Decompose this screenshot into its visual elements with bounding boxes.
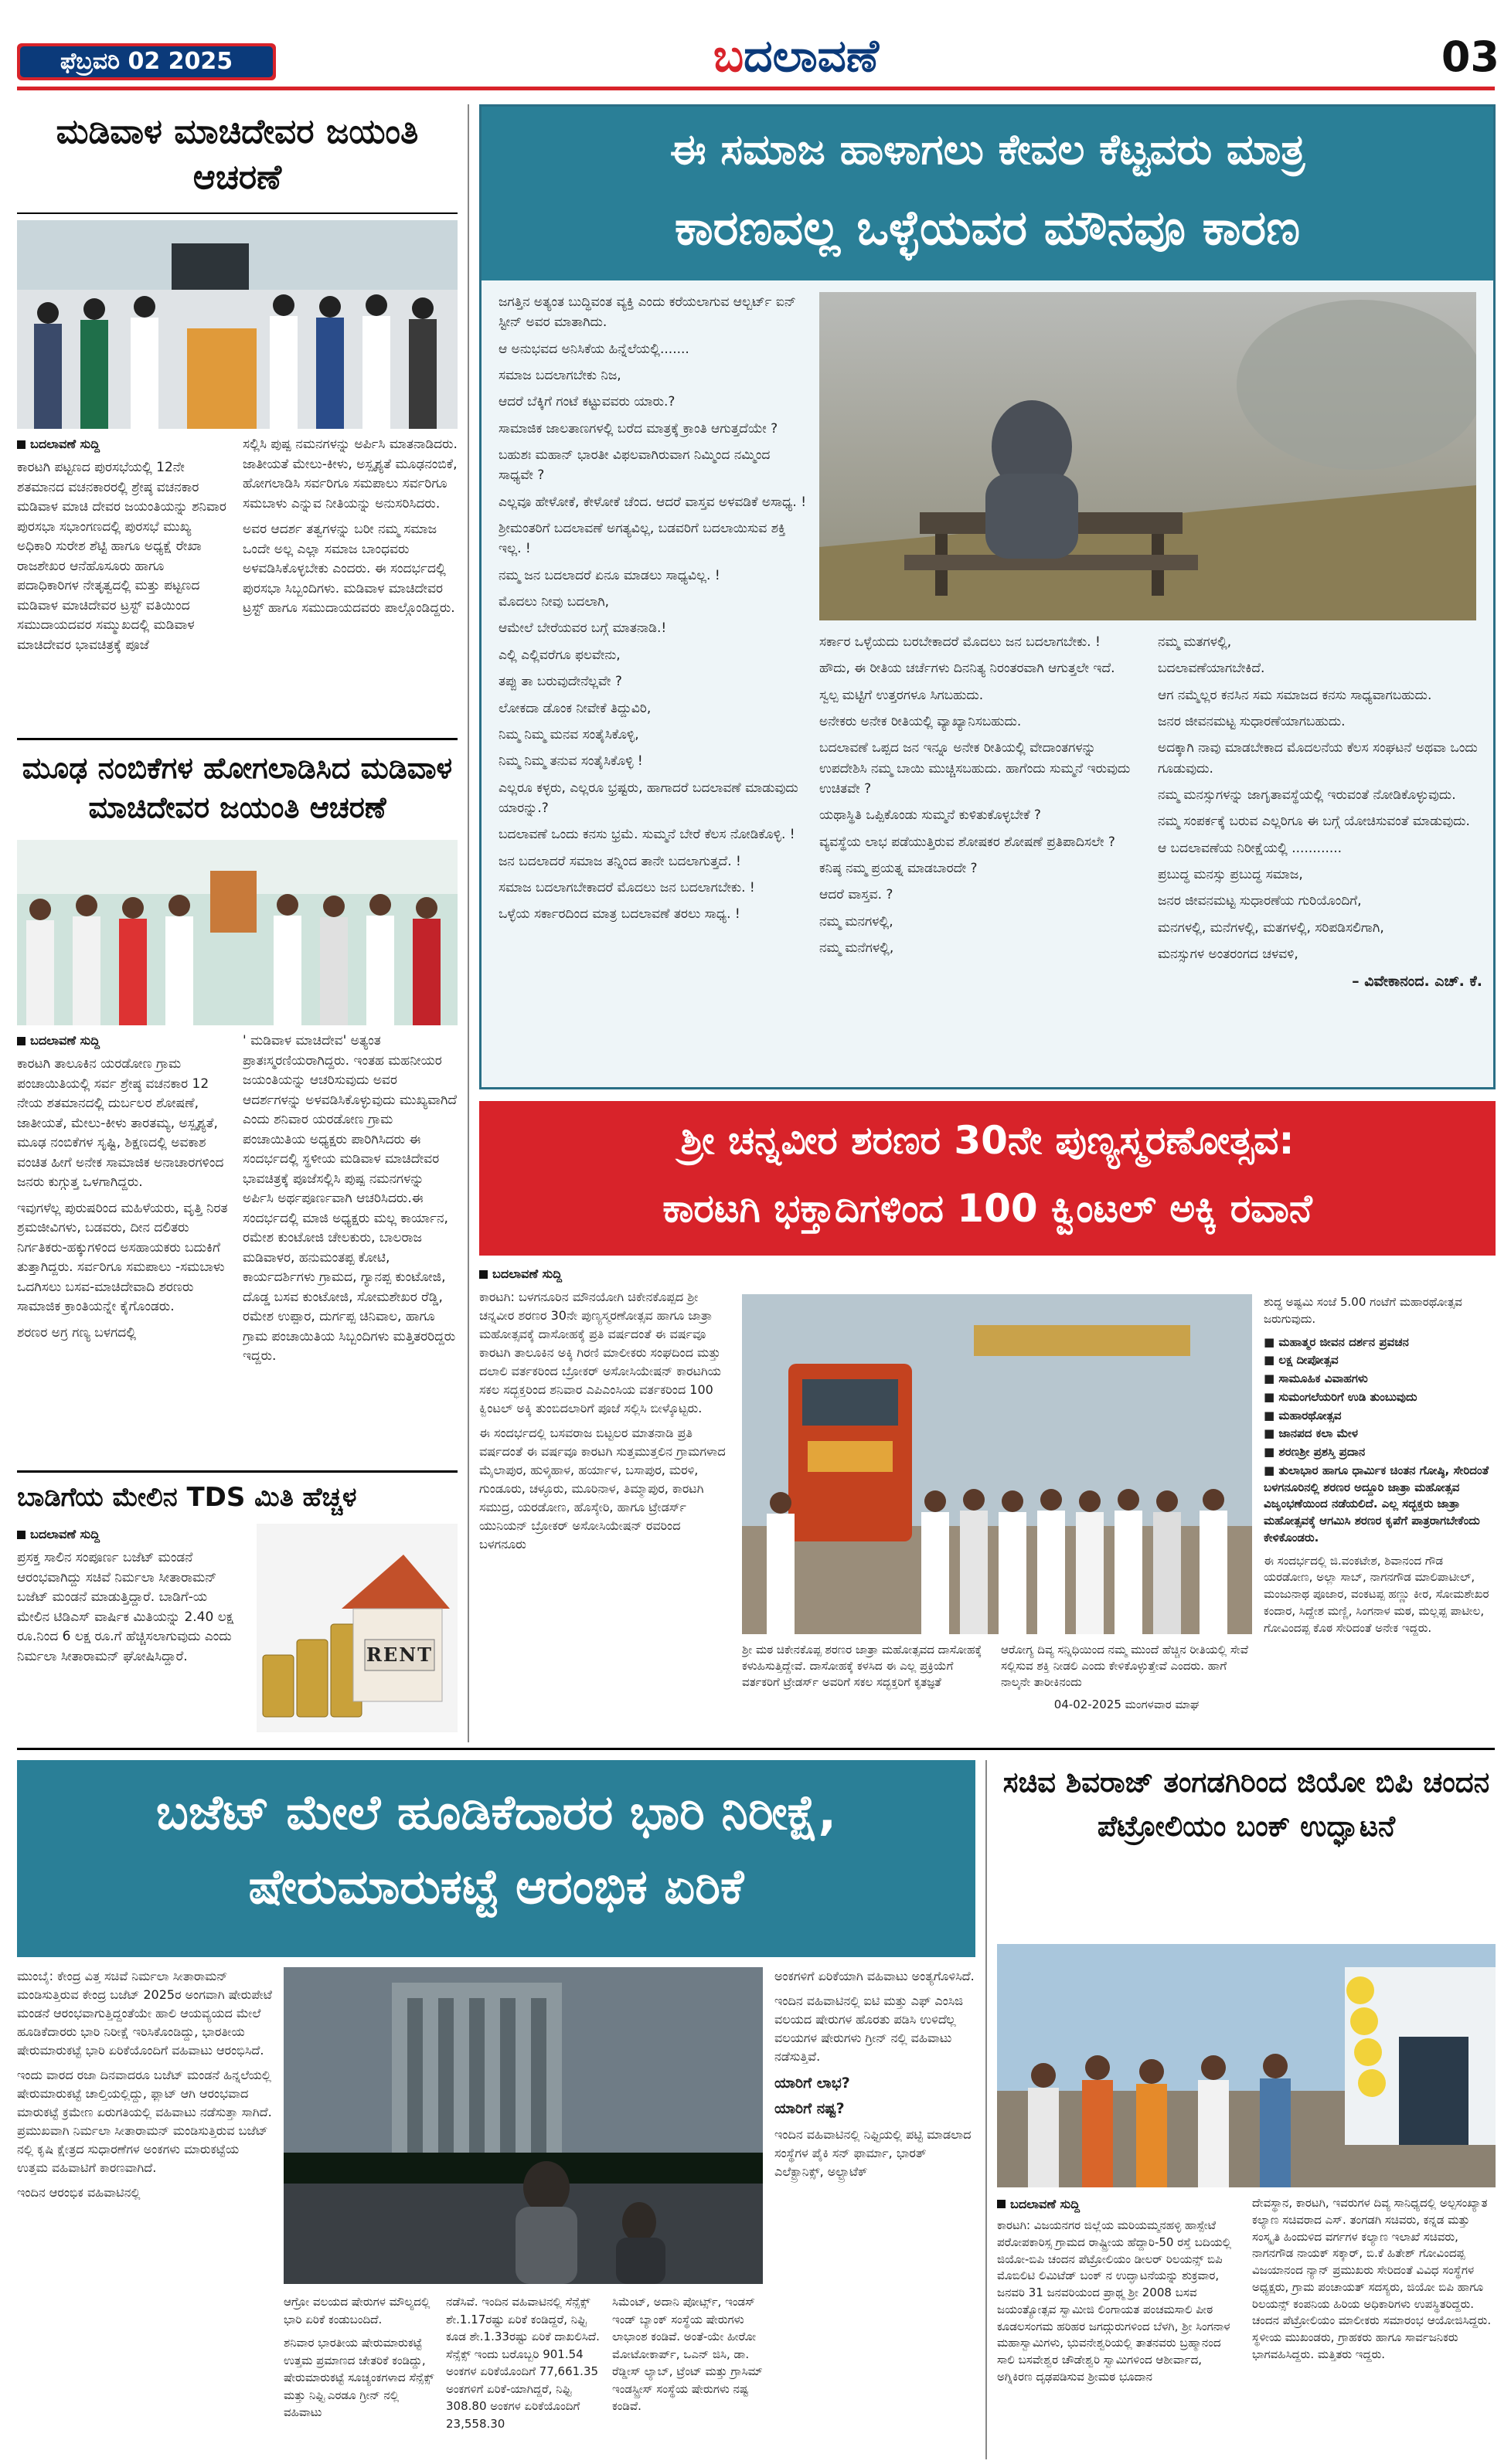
market-col-3 bbox=[774, 1967, 975, 2292]
editorial-line: ನಮ್ಮ ಮತಗಳಲ್ಲಿ, bbox=[1158, 634, 1232, 650]
rice-sched-item: ■ ಶರಣಶ್ರೀ ಪ್ರಶಸ್ತಿ ಪ್ರದಾನ bbox=[1264, 1445, 1366, 1459]
rice-headline-1: ಶ್ರೀ ಚನ್ನವೀರ ಶರಣರ 30ನೇ ಪುಣ್ಯಸ್ಮರಣೋತ್ಸವ: bbox=[680, 1118, 1295, 1163]
byline-text: ಬದಲಾವಣೆ ಸುದ್ದಿ bbox=[30, 1033, 100, 1048]
editorial-line: ಹೌದು, ಈ ರೀತಿಯ ಚರ್ಚೆಗಳು ದಿನನಿತ್ಯ ನಿರಂತರವಾಗಿ ಆಗುತ್ತಲೇ ಇದೆ. bbox=[819, 661, 1115, 677]
editorial-line: ಜಗತ್ತಿನ ಅತ್ಯಂತ ಬುದ್ಧಿವಂತ ವ್ಯಕ್ತಿ ಎಂದು ಕರೆಯಲಾಗುವ ಆಲ್ಬರ್ಟ್ ಐನ್ ಸ್ಟೀನ್ ಅವರ ಮಾತಾಗಿದು. bbox=[499, 294, 796, 331]
editorial-col-3 bbox=[1158, 632, 1482, 1080]
section-rule bbox=[17, 1748, 1495, 1750]
editorial-line: ನಮ್ಮ ಮನಗಳಲ್ಲಿ, bbox=[819, 913, 893, 930]
editorial-photo bbox=[819, 292, 1476, 620]
article-1-text-1: ಕಾರಟಗಿ ಪಟ್ಟಣದ ಪುರಸಭೆಯಲ್ಲಿ 12ನೇ ಶತಮಾನದ ವಚನಕಾರರಲ್ಲಿ ಶ್ರೇಷ್ಠ ವಚನಕಾರ ಮಡಿವಾಳ ಮಾಚಿ ದೇವರ ಜಯಂತಿಯನ್ನು ಶನಿವಾರ ಪುರಸಭಾ ಸಭಾಂಗಣದಲ್ಲಿ ಪುರಸಭೆ ಮುಖ್ಯ ಅಧಿಕಾರಿ ಸುರೇಶ ಶೆಟ್ಟಿ ಹಾಗೂ ಅಧ್ಯಕ್ಷೆ ರೇಖಾ ರಾಜಶೇಖರ ಆನೆಹೊಸೂರು ಹಾಗೂ ಪದಾಧಿಕಾರಿಗಳ ನೇತೃತ್ವದಲ್ಲಿ ಮತ್ತು ಪಟ್ಟಣದ ಮಡಿವಾಳ ಮಾಚಿದೇವರ ಟ್ರಸ್ಟ್ ವತಿಯಿಂದ ಸಮುದಾಯದವರ ಸಮ್ಮುಖದಲ್ಲಿ ಮಡಿವಾಳ ಮಾಚಿದೇವರ ಭಾವಚಿತ್ರಕ್ಕೆ ಪೂಜೆ bbox=[17, 460, 226, 653]
rice-text-2: ಈ ಸಂದರ್ಭದಲ್ಲಿ ಬಸವರಾಜ ಬಿಟ್ಟಲರ ಮಾತನಾಡಿ ಪ್ರತಿ ವರ್ಷದಂತೆ ಈ ವರ್ಷವೂ ಕಾರಟಗಿ ಸುತ್ತಮುತ್ತಲಿನ ಗ್ರಾಮಗಳಾದ ಮೈಲಾಪುರ, ಹುಳ್ಕಿಹಾಳ, ಹರ್ಯಾಳ, ಬಸಾಪುರ, ಮರಳಿ, ಗುಂಡೂರು, ಚಳ್ಳೂರು, ಮೂರಿನಾಳ, ತಿಮ್ಮಾಪುರ, ಕಾರಟಗಿ ಸಮುದ್ರ, ಯರಡೋಣ, ಹೊಸ್ಕೇರಿ, ಹಾಗೂ ಟ್ರೇಡರ್ಸ್ ಯುನಿಯನ್ ಬ್ರೋಕರ್ ಅಸೋಸಿಯೇಷನ್ ರವರಿಂದ ಬಳಗನೂರು bbox=[479, 1426, 726, 1551]
rent-label: RENT bbox=[366, 1643, 434, 1666]
editorial-line: ಜನರ ಜೀವನಮಟ್ಟ ಸುಧಾರಣೆಯಾಗಬಹುದು. bbox=[1158, 714, 1346, 730]
petrol-col-1 bbox=[997, 2195, 1238, 2459]
byline-marker-icon bbox=[479, 1270, 488, 1279]
editorial-line: ಸ್ವಲ್ಪ ಮಟ್ಟಿಗೆ ಉತ್ತರಗಳೂ ಸಿಗಬಹುದು. bbox=[819, 687, 984, 703]
editorial-line: ಬದಲಾವಣೆ ಒಪ್ಪದ ಜನ ಇನ್ನೂ ಅನೇಕ ರೀತಿಯಲ್ಲಿ ವೇದಾಂತಗಳನ್ನು ಉಪದೇಶಿಸಿ ನಮ್ಮ ಬಾಯಿ ಮುಚ್ಚಿಸಬಹುದು. ಹಾಗೆಂದು ಸುಮ್ಮನೆ ಇರುವುದು ಉಚಿತವೇ ? bbox=[819, 740, 1131, 797]
market-under-2 bbox=[446, 2293, 601, 2459]
page-number: 03 bbox=[1441, 32, 1499, 81]
editorial-col-1 bbox=[499, 292, 808, 1080]
market-text-4: ಅಂಕಗಳಿಗೆ ಏರಿಕೆಯಾಗಿ ವಹಿವಾಟು ಅಂತ್ಯಗೊಳಿಸಿದೆ. bbox=[774, 1969, 975, 1983]
article-budget-market bbox=[17, 1760, 975, 2459]
house-coins-icon bbox=[257, 1524, 458, 1732]
petrol-headline: ಸಚಿವ ಶಿವರಾಜ್ ತಂಗಡಗಿರಿಂದ ಜಿಯೋ ಬಿಪಿ ಚಂದನ ಪೆಟ್ರೋಲಿಯಂ ಬಂಕ್ ಉದ್ಘಾಟನೆ bbox=[1002, 1766, 1490, 1844]
rice-sched-intro: ಶುದ್ಧ ಅಷ್ಟಮಿ ಸಂಜೆ 5.00 ಗಂಟೆಗೆ ಮಹಾರಥೋತ್ಸವ ಜರುಗುವುದು. bbox=[1264, 1295, 1462, 1326]
article-2-headline: ಮೂಢ ನಂಬಿಕೆಗಳ ಹೋಗಲಾಡಿಸಿದ ಮಡಿವಾಳ ಮಾಚಿದೇವರ ಜಯಂತಿ ಆಚರಣೆ bbox=[22, 751, 453, 825]
editorial-line: ಮನಸ್ಸುಗಳ ಅಂತರಂಗದ ಚಳವಳಿ, bbox=[1158, 947, 1298, 963]
petrol-text-2: ದೇವಸ್ಥಾನ, ಕಾರಟಗಿ, ಇವರುಗಳ ದಿವ್ಯ ಸಾನಿಧ್ಯದಲ್ಲಿ ಅಲ್ಪಸಂಖ್ಯಾತ ಕಲ್ಯಾಣ ಸಚಿವರಾದ ಎಸ್. ತಂಗಡಗಿ ಸಚಿವರು, ಕನ್ನಡ ಮತ್ತು ಸಂಸ್ಕೃತಿ ಹಿಂದುಳಿದ ವರ್ಗಗಳ ಕಲ್ಯಾಣ ಇಲಾಖೆ ಸಚಿವರು, ನಾಗನಗೌಡ ನಾಯಕ್ ಸಕ್ಕಾರ್, ಬಿ.ಕೆ ಹಿತೇಶ್ ಗೋವಿಂದಪ್ಪ ವಿಜಯಾನಂದ ನ್ಯಾನ್ ಪ್ರಮುಖರು ಸೇರಿದಂತೆ ವಿವಿಧ ಸಂಸ್ಥೆಗಳ ಅಧ್ಯಕ್ಷರು, ಗ್ರಾಮ ಪಂಚಾಯತ್ ಸದಸ್ಯರು, ಜಿಯೋ ಬಿಪಿ ಹಾಗೂ ರಿಲಯನ್ಸ್ ಕಂಪನಿಯ ಹಿರಿಯ ಅಧಿಕಾರಿಗಳು ಉಪಸ್ಥಿತರಿದ್ದರು. ಚಂದನ ಪೆಟ್ರೋಲಿಯಂ ಮಾಲೀಕರು ಸಮಾರಂಭ ಆಯೋಜಿಸಿದ್ದರು. ಸ್ಥಳೀಯ ಮುಖಂಡರು, ಗ್ರಾಹಕರು ಹಾಗೂ ಸಾರ್ವಜನಿಕರು ಭಾಗವಹಿಸಿದ್ದರು. ಮತ್ತಿತರು ಇದ್ದರು. bbox=[1252, 2196, 1492, 2361]
byline bbox=[479, 1265, 730, 1283]
stock-exchange-illustration bbox=[284, 1967, 763, 2284]
sched-text: ಲಕ್ಷ ದೀಪೋತ್ಸವ bbox=[1278, 1353, 1339, 1368]
editorial-line: ಎಲ್ಲರೂ ಕಳ್ಳರು, ಎಲ್ಲರೂ ಭ್ರಷ್ಟರು, ಹಾಗಾದರೆ ಬದಲಾವಣೆ ಮಾಡುವುದು ಯಾರನ್ನು.? bbox=[499, 780, 798, 816]
editorial-line: ಒಳ್ಳೆಯ ಸರ್ಕಾರದಿಂದ ಮಾತ್ರ ಬದಲಾವಣೆ ತರಲು ಸಾಧ್ಯ. ! bbox=[499, 906, 740, 923]
article-rice-dispatch bbox=[479, 1101, 1496, 1742]
article-3-headline: ಬಾಡಿಗೆಯ ಮೇಲಿನ TDS ಮಿತಿ ಹೆಚ್ಚಳ bbox=[17, 1482, 357, 1513]
editorial-line: ಜನ ಬದಲಾದರೆ ಸಮಾಜ ತನ್ನಿಂದ ತಾನೇ ಬದಲಾಗುತ್ತದೆ. ! bbox=[499, 853, 741, 869]
article-1-text-3: ಅವರ ಆದರ್ಶ ತತ್ವಗಳನ್ನು ಬರೀ ನಮ್ಮ ಸಮಾಜ ಒಂದೇ ಅಲ್ಲ ಎಲ್ಲಾ ಸಮಾಜ ಬಾಂಧವರು ಅಳವಡಿಸಿಕೊಳ್ಳಬೇಕು ಎಂದರು. ಈ ಸಂದರ್ಭದಲ್ಲಿ ಪುರಸಭಾ ಸಿಬ್ಬಂದಿಗಳು. ಮಡಿವಾಳ ಮಾಚಿದೇವರ ಟ್ರಸ್ಟ್ ಹಾಗೂ ಸಮುದಾಯದವರು ಪಾಲ್ಗೊಂಡಿದ್ದರು. bbox=[243, 522, 455, 616]
paper-title-first: ಬ bbox=[713, 29, 744, 82]
article-editorial bbox=[479, 104, 1496, 1089]
article-tds bbox=[17, 1477, 458, 1740]
market-col-1 bbox=[17, 1967, 272, 2459]
editorial-line: ಜನರ ಜೀವನಮಟ್ಟ ಸುಧಾರಣೆಯ ಗುರಿಯೊಂದಿಗೆ, bbox=[1158, 893, 1362, 909]
editorial-line: ತಪ್ಪು ತಾ ಬರುವುದೇನೆಲ್ಲವೇ ? bbox=[499, 674, 622, 690]
article-2-text-3: ಶರಣರ ಅಗ್ರ ಗಣ್ಯ ಬಳಗದಲ್ಲಿ bbox=[17, 1324, 137, 1341]
article-2-col-1 bbox=[17, 1031, 232, 1468]
article-1-text-2: ಸಲ್ಲಿಸಿ ಪುಷ್ಪ ನಮನಗಳನ್ನು ಅರ್ಪಿಸಿ ಮಾತನಾಡಿದರು. ಜಾತೀಯತೆ ಮೇಲು-ಕೀಳು, ಅಸ್ಪೃಶ್ಯತೆ ಮೂಢನಂಬಿಕೆ, ಹೋಗಲಾಡಿಸಿ ಸರ್ವರಿಗೂ ಸಮಪಾಲು ಸರ್ವರಿಗೂ ಸಮಬಾಳು ಎನ್ನುವ ನೀತಿಯನ್ನು ಅನುಸರಿಸಿದರು. bbox=[243, 437, 458, 511]
editorial-line: ನಮ್ಮ ಮನೆಗಳಲ್ಲಿ, bbox=[819, 940, 894, 957]
editorial-line: ನಿಮ್ಮ ನಿಮ್ಮ ತನುವ ಸಂತೈಸಿಕೊಳ್ಳಿ ! bbox=[499, 753, 643, 770]
editorial-line: ಬದಲಾವಣೆ ಒಂದು ಕನಸು ಭ್ರಮೆ. ಸುಮ್ಮನೆ ಬೇರೆ ಕೆಲಸ ನೋಡಿಕೊಳ್ಳಿ. ! bbox=[499, 827, 795, 843]
market-text-6: ಇಂದಿನ ವಹಿವಾಟಿನಲ್ಲಿ ನಿಫ್ಟಿಯಲ್ಲಿ ಪಟ್ಟಿ ಮಾಡಲಾದ ಸಂಸ್ಥೆಗಳ ಪೈಕಿ ಸನ್ ಫಾರ್ಮಾ, ಭಾರತ್ ಎಲೆಕ್ಟ್ರಾನಿಕ್ಸ್, ಅಲ್ಟ್ರಾಟೆಕ್ bbox=[774, 2127, 972, 2179]
byline-text: ಬದಲಾವಣೆ ಸುದ್ದಿ bbox=[492, 1266, 563, 1281]
editorial-line: ಬದಲಾವಣೆಯಾಗಬೇಕಿದೆ. bbox=[1158, 661, 1265, 677]
editorial-headline-2: ಕಾರಣವಲ್ಲ ಒಳ್ಳೆಯವರ ಮೌನವೂ ಕಾರಣ bbox=[674, 199, 1301, 256]
market-under-3-text: ನಡೆಸಿವೆ. ಇಂದಿನ ವಹಿವಾಟಿನಲ್ಲಿ ಸೆನ್ಸೆಕ್ಸ್ ಶೇ.1.17ರಷ್ಟು ಏರಿಕೆ ಕಂಡಿದ್ದರೆ, ನಿಫ್ಟಿ ಕೂಡ ಶೇ.1.33ರಷ್ಟು ಏರಿಕೆ ದಾಖಲಿಸಿದೆ. ಸೆನ್ಸೆಕ್ಸ್ ಇಂದು ಬರೊಬ್ಬರಿ 901.54 ಅಂಕಗಳ ಏರಿಕೆಯೊಂದಿಗೆ 77,661.35 ಅಂಕಗಳಿಗೆ ಏರಿಕೆ-ಯಾಗಿದ್ದರೆ, ನಿಫ್ಟಿ 308.80 ಅಂಕಗಳ ಏರಿಕೆಯೊಂದಿಗೆ 23,558.30 bbox=[446, 2295, 600, 2431]
market-subhead-2: ಯಾರಿಗೆ ನಷ್ಟ? bbox=[774, 2099, 845, 2117]
editorial-line: ಅದಕ್ಕಾಗಿ ನಾವು ಮಾಡಬೇಕಾದ ಮೊದಲನೆಯ ಕೆಲಸ ಸಂಘಟನೆ ಅಥವಾ ಒಂದು ಗೂಡುವುದು. bbox=[1158, 740, 1478, 777]
article-1-photo bbox=[17, 220, 458, 429]
rice-caption-1 bbox=[742, 1642, 989, 1742]
sched-text: ಸಾಮೂಹಿಕ ವಿವಾಹಗಳು bbox=[1278, 1371, 1368, 1385]
paper-title-rest: ದಲಾವಣೆ bbox=[744, 29, 880, 82]
rice-caption-2-text: ಆರೋಗ್ಯ ದಿವ್ಯ ಸನ್ನಿಧಿಯಿಂದ ನಮ್ಮ ಮುಂದೆ ಹೆಚ್ಚಿನ ರೀತಿಯಲ್ಲಿ ಸೇವೆ ಸಲ್ಲಿಸುವ ಶಕ್ತಿ ನೀಡಲಿ ಎಂದು ಕೇಳಿಕೊಳ್ಳುತ್ತೇವೆ ಎಂದರು. ಹಾಗೆ ನಾಲ್ಕನೇ ತಾರೀಕಿನಂದು bbox=[1001, 1643, 1248, 1689]
rice-sched-item: ■ ಸಾಮೂಹಿಕ ವಿವಾಹಗಳು bbox=[1264, 1371, 1368, 1385]
market-text-2: ಇಂದು ವಾರದ ರಜಾ ದಿನವಾದರೂ ಬಜೆಟ್ ಮಂಡನೆ ಹಿನ್ನಲೆಯಲ್ಲಿ ಷೇರುಮಾರುಕಟ್ಟೆ ಚಾಲ್ತಿಯಲ್ಲಿದ್ದು, ಫ್ಲಾಟ್ ಆಗಿ ಆರಂಭವಾದ ಮಾರುಕಟ್ಟೆ ಕ್ರಮೇಣ ಏರುಗತಿಯಲ್ಲಿ ವಹಿವಾಟು ನಡೆಸುತ್ತಾ ಸಾಗಿದೆ. ಪ್ರಮುಖವಾಗಿ ನಿರ್ಮಲಾ ಸೀತಾರಾಮನ್ ಮಂಡಿಸುತ್ತಿರುವ ಬಜೆಟ್ ನಲ್ಲಿ ಕೃಷಿ ಕ್ಷೇತ್ರದ ಸುಧಾರಣೆಗಳ ಅಂಕಗಳು ಮಾರುಕಟ್ಟೆಯ ಉತ್ತಮ ವಹಿವಾಟಿಗೆ ಕಾರಣವಾಗಿದೆ. bbox=[17, 2068, 272, 2175]
article-superstition-jayanti bbox=[17, 746, 458, 1468]
group-photo-illustration bbox=[17, 220, 458, 429]
sched-text: ಮಹಾತ್ಮರ ಜೀವನ ದರ್ಶನ ಪ್ರವಚನ bbox=[1278, 1334, 1409, 1349]
article-2-text-1: ಕಾರಟಗಿ ತಾಲೂಕಿನ ಯರಡೋಣ ಗ್ರಾಮ ಪಂಚಾಯಿತಿಯಲ್ಲಿ ಸರ್ವ ಶ್ರೇಷ್ಠ ವಚನಕಾರ 12 ನೇಯ ಶತಮಾನದಲ್ಲಿ ದುರ್ಬಲರ ಶೋಷಣೆ, ಜಾತೀಯತೆ, ಮೇಲು-ಕೀಳು ತಾರತಮ್ಯ, ಅಸ್ಪೃಶ್ಯತೆ, ಮೂಢ ನಂಬಿಕೆಗಳ ಸೃಷ್ಟಿ, ಶಿಕ್ಷಣದಲ್ಲಿ ಅವಕಾಶ ವಂಚಿತ ಹೀಗೆ ಅನೇಕ ಸಾಮಾಜಿಕ ಅನಾಚಾರಗಳಿಂದ ಜನರು ಕುಗ್ಗುತ್ತ ಒಳಗಾಗಿದ್ದರು. bbox=[17, 1056, 224, 1190]
masthead-rule bbox=[17, 87, 1495, 90]
section-rule bbox=[17, 1470, 458, 1473]
article-2-col-2 bbox=[243, 1031, 458, 1468]
editorial-line: ಸಮಾಜ ಬದಲಾಗಬೇಕಾದರೆ ಮೊದಲು ಜನ ಬದಲಾಗಬೇಕು. ! bbox=[499, 879, 755, 896]
editorial-line: ಸಮಾಜ ಬದಲಾಗಬೇಕು ನಿಜ, bbox=[499, 368, 621, 384]
masthead bbox=[0, 0, 1511, 85]
byline-text: ಬದಲಾವಣೆ ಸುದ್ದಿ bbox=[30, 437, 100, 451]
editorial-line: ಕನಿಷ್ಠ ನಮ್ಮ ಪ್ರಯತ್ನ ಮಾಡಬಾರದೇ ? bbox=[819, 861, 978, 877]
sched-text: ಮಹಾರಥೋತ್ಸವ bbox=[1278, 1408, 1342, 1422]
byline bbox=[17, 1031, 232, 1050]
editorial-line: ನಿಮ್ಮ ನಿಮ್ಮ ಮನವ ಸಂತೈಸಿಕೊಳ್ಳಿ, bbox=[499, 726, 639, 743]
article-1-col-1 bbox=[17, 435, 230, 732]
lonely-person-illustration bbox=[819, 292, 1476, 620]
editorial-line: ಅನೇಕರು ಅನೇಕ ರೀತಿಯಲ್ಲಿ ವ್ಯಾಖ್ಯಾನಿಸಬಹುದು. bbox=[819, 714, 1022, 730]
group-photo-illustration bbox=[17, 840, 458, 1025]
market-under-1 bbox=[284, 2293, 434, 2459]
editorial-line: ನಮ್ಮ ಜನ ಬದಲಾದರೆ ಏನೂ ಮಾಡಲು ಸಾಧ್ಯವಿಲ್ಲ. ! bbox=[499, 567, 720, 583]
article-1-headline: ಮಡಿವಾಳ ಮಾಚಿದೇವರ ಜಯಂತಿ ಆಚರಣೆ bbox=[56, 112, 419, 198]
rice-lorry-photo bbox=[742, 1294, 1252, 1634]
rice-sched-item: ■ ಮಹಾತ್ಮರ ಜೀವನ ದರ್ಶನ ಪ್ರವಚನ bbox=[1264, 1334, 1409, 1349]
byline-marker-icon bbox=[17, 440, 26, 449]
lorry-group-illustration bbox=[742, 1294, 1252, 1634]
editorial-line: ಬಹುಶಃ ಮಹಾನ್ ಭಾರತೀ ವಿಫಲವಾಗಿರುವಾಗ ನಿಮ್ಮಿಂದ ನಮ್ಮಿಂದ ಸಾಧ್ಯವೇ ? bbox=[499, 447, 771, 484]
editorial-line: ಮೊದಲು ನೀವು ಬದಲಾಗಿ, bbox=[499, 594, 610, 610]
byline bbox=[17, 435, 230, 454]
editorial-line: ವ್ಯವಸ್ಥೆಯ ಲಾಭ ಪಡೆಯುತ್ತಿರುವ ಶೋಷಕರ ಶೋಷಣೆ ಪ್ರತಿಪಾದಿಸಲೇ ? bbox=[819, 834, 1115, 850]
rice-col-1 bbox=[479, 1265, 730, 1742]
column-divider bbox=[468, 104, 469, 1742]
editorial-line: ಎಲ್ಲವೂ ಹೇಳೋಕೆ, ಕೇಳೋಕೆ ಚೆಂದ. ಆದರೆ ವಾಸ್ತವ ಅಳವಡಿಕೆ ಅಸಾಧ್ಯ. ! bbox=[499, 494, 807, 510]
byline-text: ಬದಲಾವಣೆ ಸುದ್ದಿ bbox=[30, 1527, 100, 1541]
market-text-3: ಇಂದಿನ ಆರಂಭಿಕ ವಹಿವಾಟಿನಲ್ಲಿ bbox=[17, 2185, 141, 2200]
rice-sched-item: ■ ಮಹಾರಥೋತ್ಸವ bbox=[1264, 1408, 1342, 1422]
stock-exchange-photo bbox=[284, 1967, 763, 2284]
rice-headline-2: ಕಾರಟಗಿ ಭಕ್ತಾದಿಗಳಿಂದ 100 ಕ್ವಿಂಟಲ್ ಅಕ್ಕಿ ರವಾನೆ bbox=[662, 1186, 1312, 1231]
rice-caption-2 bbox=[1001, 1642, 1252, 1742]
rice-dateline: 04-02-2025 ಮಂಗಳವಾರ ಮಾಘ bbox=[1053, 1698, 1200, 1711]
rice-schedule bbox=[1264, 1294, 1496, 1742]
paper-title bbox=[641, 28, 951, 83]
byline bbox=[997, 2195, 1238, 2213]
editorial-col-2 bbox=[819, 632, 1144, 1080]
editorial-line: ಪ್ರಬುದ್ಧ ಮನಸ್ಸು ಪ್ರಬುದ್ಧ ಸಮಾಜ, bbox=[1158, 867, 1303, 883]
editorial-line: ಲೋಕದಾ ಡೊಂಕ ನೀವೇಕೆ ತಿದ್ದುವಿರಿ, bbox=[499, 700, 652, 716]
sched-text: ಸುಮಂಗಲೆಯರಿಗೆ ಉಡಿ ತುಂಬುವುದು bbox=[1278, 1389, 1417, 1404]
petrol-text-1: ಕಾರಟಗಿ: ವಿಜಯನಗರ ಜಿಲ್ಲೆಯ ಮರಿಯಮ್ಮನಹಳ್ಳಿ ಹಾಸ್ಪೇಟೆ ಪರೋಪಕಾರಿಸ್ಸ ಗ್ರಾಮದ ರಾಷ್ಟ್ರೀಯ ಹೆದ್ದಾರಿ-50 ರಸ್ತೆ ಬದಿಯಲ್ಲಿ ಜಿಯೋ-ಬಿಪಿ ಚಂದನ ಪೆಟ್ರೋಲಿಯಂ ಡೀಲರ್ ರಿಲಯನ್ಸ್ ಬಿಪಿ ಮೊಬಿಲಿಟಿ ಲಿಮಿಟೆಡ್ ಬಂಕ್ ನ ಉದ್ಘಾಟನೆಯನ್ನು ಶುಕ್ರವಾರ, ಜನವರಿ 31 ಜನವರಿಯಂದ ಪ್ರಾಥ್ಮ ಶ್ರೀ 2008 ಬಸವ ಜಯಂತ್ಯೋತ್ಸವ ಸ್ವಾಮೀಜಿ ಲಿಂಗಾಯತ ಪಂಚಮಸಾಲಿ ಪೀಠ ಕೂಡಲಸಂಗಮ ಹರಿಹರ ಜಗದ್ಗುರುಗಳಿಂದ ಬೆಳಗಿ, ಶ್ರೀ ಸಿಂಗನಾಳ ಮಹಾಸ್ವಾಮಿಗಳು, ಭುವನೇಶ್ವರಿಯಲ್ಲಿ ತಾತನವರು ಬ್ರಹ್ಮಾನಂದ ಸಾಲಿ ಬಸವೇಶ್ವರ ಚೌಡೇಶ್ವರಿ ಸ್ವಾಮಿಗಳಿಂದ ಆಶೀರ್ವಾದ, ಅಗ್ನಿಕಿರಣ ದೃಢಪಡಿಸುವ ಶ್ರೀಮಠ ಭೂದಾನ bbox=[997, 2218, 1232, 2384]
petrol-photo bbox=[997, 1944, 1496, 2187]
byline-text: ಬದಲಾವಣೆ ಸುದ್ದಿ bbox=[1010, 2197, 1081, 2211]
market-under-2-text: ಶನಿವಾರ ಭಾರತೀಯ ಷೇರುಮಾರುಕಟ್ಟೆ ಉತ್ತಮ ಪ್ರಮಾಣದ ಚೇತರಿಕೆ ಕಂಡಿದ್ದು, ಷೇರುಮಾರುಕಟ್ಟೆ ಸೂಚ್ಯಂಕಗಳಾದ ಸೆನ್ಸೆಕ್ಸ್ ಮತ್ತು ನಿಫ್ಟಿ ಎರಡೂ ಗ್ರೀನ್ ನಲ್ಲಿ ವಹಿವಾಟು bbox=[284, 2336, 434, 2419]
editorial-line: ಎಲ್ಲಿ ಎಲ್ಲಿವರೆಗೂ ಫಲವೇನು, bbox=[499, 647, 621, 663]
byline-marker-icon bbox=[17, 1037, 26, 1045]
rice-sched-item: ■ ಸುಮಂಗಲೆಯರಿಗೆ ಉಡಿ ತುಂಬುವುದು bbox=[1264, 1389, 1417, 1404]
article-3-body: ಪ್ರಸಕ್ತ ಸಾಲಿನ ಸಂಪೂರ್ಣ ಬಜೆಟ್ ಮಂಡನೆ ಆರಂಭವಾಗಿದ್ದು ಸಚಿವೆ ನಿರ್ಮಲಾ ಸೀತಾರಾಮನ್ ಬಜೆಟ್ ಮಂಡನೆ ಮಾಡುತ್ತಿದ್ದಾರೆ. ಬಾಡಿಗೆ-ಯ ಮೇಲಿನ ಟಿಡಿಎಸ್ ವಾರ್ಷಿಕ ಮಿತಿಯನ್ನು 2.40 ಲಕ್ಷ ರೂ.ನಿಂದ 6 ಲಕ್ಷ ರೂ.ಗೆ ಹೆಚ್ಚಿಸಲಾಗುವುದು ಎಂದು ನಿರ್ಮಲಾ ಸೀತಾರಾಮನ್ ಘೋಷಿಸಿದ್ದಾರೆ. bbox=[17, 1550, 233, 1664]
rice-sched-item: ■ ಜಾನಪದ ಕಲಾ ಮೇಳ bbox=[1264, 1426, 1358, 1441]
market-text-1: ಮುಂಬೈ: ಕೇಂದ್ರ ವಿತ್ತ ಸಚಿವೆ ನಿರ್ಮಲಾ ಸೀತಾರಾಮನ್ ಮಂಡಿಸುತ್ತಿರುವ ಕೇಂದ್ರ ಬಜೆಟ್ 2025ರ ಅಂಗವಾಗಿ ಷೇರುಪೇಟೆ ಮಂಡನೆ ಆರಂಭವಾಗುತ್ತಿದ್ದಂತೆಯೇ ಹಾಲಿ ಆಯವ್ಯಯದ ಮೇಲೆ ಹೂಡಿಕೆದಾರರು ಭಾರಿ ನಿರೀಕ್ಷೆ ಇರಿಸಿಕೊಂಡಿದ್ದು, ಭಾರತೀಯ ಷೇರುಮಾರುಕಟ್ಟೆ ಭಾರಿ ಏರಿಕೆಯೊಂದಿಗೆ ವಹಿವಾಟು ಆರಂಭಿಸಿದೆ. bbox=[17, 1969, 272, 2058]
column-divider bbox=[985, 1760, 987, 2459]
editorial-line: ಆ ಬದಲಾವಣೆಯ ನಿರೀಕ್ಷೆಯಲ್ಲಿ ............ bbox=[1158, 840, 1343, 856]
date-badge-inner: ಫೆಬ್ರವರಿ 02 2025 bbox=[20, 46, 273, 77]
article-madivala-jayanti bbox=[17, 104, 458, 734]
market-under-3 bbox=[612, 2293, 763, 2459]
editorial-line: ನಮ್ಮ ಸಂಪರ್ಕಕ್ಕೆ ಬರುವ ಎಲ್ಲರಿಗೂ ಈ ಬಗ್ಗೆ ಯೋಚಿಸುವಂತೆ ಮಾಡುವುದು. bbox=[1158, 814, 1470, 830]
rice-text-1: ಕಾರಟಗಿ: ಬಳಗನೂರಿನ ಮೌನಯೋಗಿ ಚಿಕೇನಕೊಪ್ಪದ ಶ್ರೀ ಚನ್ನವೀರ ಶರಣರ 30ನೇ ಪುಣ್ಯಸ್ಮರಣೋತ್ಸವ ಹಾಗೂ ಜಾತ್ರಾ ಮಹೋತ್ಸವಕ್ಕೆ ದಾಸೋಹಕ್ಕೆ ಪ್ರತಿ ವರ್ಷದಂತೆ ಈ ವರ್ಷವೂ ಕಾರಟಗಿ ತಾಲೂಕಿನ ಅಕ್ಕಿ ಗಿರಣಿ ಮಾಲೀಕರು ಸಂಘದಿಂದ ಮತ್ತು ದಲಾಲಿ ವರ್ತಕರಿಂದ ಬ್ರೋಕರ್ ಅಸೋಸಿಯೇಷನ್ ಕಾರಟಗಿಯ ಸಕಲ ಸದ್ಭಕ್ತರಿಂದ ಶನಿವಾರ ಎಪಿಎಂಸಿಯ ವರ್ತಕರಿಂದ 100 ಕ್ವಿಂಟಲ್ ಅಕ್ಕಿ ತುಂಬಿದಲಾರಿಗೆ ಪೂಜೆ ಸಲ್ಲಿಸಿ ಬೀಳ್ಕೊಟ್ಟರು. bbox=[479, 1290, 721, 1416]
editorial-line: ಆದರೆ ಬೆಕ್ಕಿಗೆ ಗಂಟೆ ಕಟ್ಟುವವರು ಯಾರು.? bbox=[499, 394, 676, 410]
market-subhead-1: ಯಾರಿಗೆ ಲಾಭ? bbox=[774, 2075, 850, 2092]
article-2-photo bbox=[17, 840, 458, 1025]
divider bbox=[17, 212, 458, 214]
date-badge bbox=[17, 43, 276, 80]
article-2-text-4: ' ಮಡಿವಾಳ ಮಾಚಿದೇವ' ಅತ್ಯಂತ ಪ್ರಾತಃಸ್ಮರಣಿಯರಾಗಿದ್ದರು. ಇಂತಹ ಮಹನೀಯರ ಜಯಂತಿಯನ್ನು ಆಚರಿಸುವುದು ಅವರ ಆದರ್ಶಗಳನ್ನು ಅಳವಡಿಸಿಕೊಳ್ಳುವುದು ಮುಖ್ಯವಾಗಿದೆ ಎಂದು ಶನಿವಾರ ಯರಡೋಣ ಗ್ರಾಮ ಪಂಚಾಯಿತಿಯ ಅಧ್ಯಕ್ಷರು ಪಾರಿಗಿಸಿದರು ಈ ಸಂದರ್ಭದಲ್ಲಿ ಸ್ಥಳೀಯ ಮಡಿವಾಳ ಮಾಚಿದೇವರ ಭಾವಚಿತ್ರಕ್ಕೆ ಪೂಜೆಸಲ್ಲಿಸಿ ಪುಷ್ಪ ನಮನಗಳನ್ನು ಅರ್ಪಿಸಿ ಅರ್ಥಪೂರ್ಣವಾಗಿ ಆಚರಿಸಿದರು.ಈ ಸಂದರ್ಭದಲ್ಲಿ ಮಾಜಿ ಅಧ್ಯಕ್ಷರು ಮಲ್ಲ ಕಾರ್ಯಾನ, ರಮೇಶ ಕುಂಟೋಜಿ ಚೇಲಕುರು, ಬಾಲರಾಜ ಮಡಿವಾಳರ, ಹನುಮಂತಪ್ಪ ಕೋಟಿ, ಕಾರ್ಯದರ್ಶಿಗಳು ಗ್ರಾಮದ, ಗ್ಯಾನಪ್ಪ ಕುಂಟೋಜಿ, ದೊಡ್ಡ ಬಸವ ಕುಂಟೋಜಿ, ಸೋಮಶೇಖರ ರೆಡ್ಡಿ, ರಮೇಶ ಉಪ್ಪಾರ, ದುರ್ಗಪ್ಪ ಚಿನಿವಾಲ, ಹಾಗೂ ಗ್ರಾಮ ಪಂಚಾಯಿತಿಯ ಸಿಬ್ಬಂದಿಗಳು ಮತ್ತಿತರರಿದ್ದರು ಇದ್ದರು. bbox=[243, 1033, 458, 1364]
byline-marker-icon bbox=[997, 2200, 1006, 2208]
editorial-line: ಸರ್ಕಾರ ಒಳ್ಳೆಯದು ಬರಬೇಕಾದರೆ ಮೊದಲು ಜನ ಬದಲಾಗಬೇಕು. ! bbox=[819, 634, 1101, 650]
editorial-line: ನಮ್ಮ ಮನಸ್ಸುಗಳನ್ನು ಜಾಗೃತಾವಸ್ಥೆಯಲ್ಲಿ ಇರುವಂತೆ ನೋಡಿಕೊಳ್ಳುವುದು. bbox=[1158, 787, 1456, 804]
sched-text: ತುಲಾಭಾರ ಹಾಗೂ ಧಾರ್ಮಿಕ ಚಿಂತನ ಗೋಷ್ಠಿ, ಸೇರಿದಂತೆ ಬಳಗನೂರಿನಲ್ಲಿ ಶರಣರ ಅದ್ದೂರಿ ಜಾತ್ರಾ ಮಹೋತ್ಸವ ವಿಜೃಂಭಣೆಯಿಂದ ನಡೆಯಲಿದೆ. ಎಲ್ಲ ಸದ್ಭಕ್ತರು ಜಾತ್ರಾ ಮಹೋತ್ಸವಕ್ಕೆ ಆಗಮಿಸಿ ಶರಣರ ಕೃಪೆಗೆ ಪಾತ್ರರಾಗಬೇಕೆಂದು ಕೇಳಿಕೊಂಡರು. bbox=[1264, 1463, 1489, 1545]
byline bbox=[17, 1525, 241, 1544]
editorial-signature: – ವಿವೇಕಾನಂದ. ಎಚ್. ಕೆ. bbox=[1352, 973, 1482, 991]
byline-marker-icon bbox=[17, 1531, 26, 1539]
article-1-col-2 bbox=[243, 435, 458, 732]
editorial-line: ಶ್ರೀಮಂತರಿಗೆ ಬದಲಾವಣೆ ಅಗತ್ಯವಿಲ್ಲ, ಬಡವರಿಗೆ ಬದಲಾಯಿಸುವ ಶಕ್ತಿ ಇಲ್ಲ. ! bbox=[499, 521, 786, 557]
editorial-line: ಮನಗಳಲ್ಲಿ, ಮನೆಗಳಲ್ಲಿ, ಮತಗಳಲ್ಲಿ, ಸರಿಪಡಿಸಲಿಗಾಗಿ, bbox=[1158, 919, 1384, 936]
editorial-line: ಆದರೆ ವಾಸ್ತವ. ? bbox=[819, 887, 893, 903]
petrol-col-2 bbox=[1252, 2195, 1496, 2459]
inauguration-illustration bbox=[997, 1944, 1496, 2187]
article-3-text-col bbox=[17, 1525, 241, 1734]
editorial-line: ಸಾಮಾಜಿಕ ಜಾಲತಾಣಗಳಲ್ಲಿ ಬರೆದ ಮಾತ್ರಕ್ಕೆ ಕ್ರಾಂತಿ ಆಗುತ್ತದೆಯೇ ? bbox=[499, 420, 778, 437]
rice-caption-1-text: ಶ್ರೀ ಮಠ ಚಿಕೇನಕೊಪ್ಪ ಶರಣರ ಜಾತ್ರಾ ಮಹೋತ್ಸವದ ದಾಸೋಹಕ್ಕೆ ಕಳುಹಿಸುತ್ತಿದ್ದೇವೆ. ದಾಸೋಹಕ್ಕೆ ಕಳಸಿದ ಈ ಎಲ್ಲ ಪ್ರಕ್ರಿಯೆಗೆ ವರ್ತಕರಿಗೆ ಟ್ರೇಡರ್ಸ್ ಅವರಿಗೆ ಸಕಲ ಸದ್ಭಕ್ತರಿಗೆ ಕೃತಜ್ಞತೆ bbox=[742, 1643, 982, 1689]
editorial-headline-1: ಈ ಸಮಾಜ ಹಾಳಾಗಲು ಕೇವಲ ಕೆಟ್ಟವರು ಮಾತ್ರ bbox=[669, 125, 1305, 174]
editorial-line: ಯಥಾಸ್ಥಿತಿ ಒಪ್ಪಿಕೊಂಡು ಸುಮ್ಮನೆ ಕುಳಿತುಕೊಳ್ಳಬೇಕೆ ? bbox=[819, 807, 1041, 824]
rice-end-text: ಈ ಸಂದರ್ಭದಲ್ಲಿ ಜಿ.ವಂಕಟೇಶ, ಶಿವಾನಂದ ಗೌಡ ಯರಡೋಣ, ಅಲ್ಲಾ ಸಾಬ್, ನಾಗನಗೌಡ ಮಾಲಿಪಾಟೀಲ್, ಮಂಜುನಾಥ ಪೂಜಾರ, ವಂಕಟಪ್ಪ ಹಣ್ಣು ಕೀರ, ಸೋಮಶೇಖರ ಕಂದಾರ, ಸಿದ್ದೇಶ ಮಣ್ಣಿ, ಸಿಂಗನಾಳ ಮಠ, ಮಲ್ಲಪ್ಪ ಪಾಟೀಲ, ಗೋವಿಂದಪ್ಪ ಕೊಠ ಸೇರಿದಂತೆ ಅನೇಕ ಇದ್ದರು. bbox=[1264, 1553, 1489, 1635]
sched-text: ಜಾನಪದ ಕಲಾ ಮೇಳ bbox=[1278, 1426, 1358, 1441]
market-text-5: ಇಂದಿನ ವಹಿವಾಟಿನಲ್ಲಿ ಐಟಿ ಮತ್ತು ಎಫ್ ಎಂಸಿಜಿ ವಲಯದ ಷೇರುಗಳ ಹೊರತು ಪಡಿಸಿ ಉಳಿದೆಲ್ಲ ವಲಯಗಳ ಷೇರುಗಳು ಗ್ರೀನ್ ನಲ್ಲಿ ವಹಿವಾಟು ನಡೆಸುತ್ತಿವೆ. bbox=[774, 1993, 964, 2064]
market-under-1-text: ಆಗ್ರೋ ವಲಯದ ಷೇರುಗಳ ಮೌಲ್ಯದಲ್ಲಿ ಭಾರಿ ಏರಿಕೆ ಕಂಡುಬಂದಿದೆ. bbox=[284, 2295, 430, 2326]
market-headline: ಬಜೆಟ್ ಮೇಲೆ ಹೂಡಿಕೆದಾರರ ಭಾರಿ ನಿರೀಕ್ಷೆ, ಷೇರುಮಾರುಕಟ್ಟೆ ಆರಂಭಿಕ ಏರಿಕೆ bbox=[155, 1784, 837, 1915]
section-rule bbox=[17, 738, 458, 740]
editorial-line: ಆ ಅನುಭವದ ಅನಿಸಿಕೆಯ ಹಿನ್ನೆಲೆಯಲ್ಲಿ....... bbox=[499, 341, 689, 357]
article-petrol-bunk bbox=[997, 1760, 1496, 2459]
market-under-4-text: ಸಿಮೆಂಟ್, ಅದಾನಿ ಪೋರ್ಟ್ಸ್, ಇಂಡಸ್ ಇಂಡ್ ಬ್ಯಾಂಕ್ ಸಂಸ್ಥೆಯ ಷೇರುಗಳು ಲಾಭಾಂಶ ಕಂಡಿವೆ. ಅಂತೆ-ಯೇ ಹೀರೋ ಮೋಟೋಕಾರ್ಪ್, ಒಎನ್ ಜಿಸಿ, ಡಾ. ರೆಡ್ಡೀಸ್ ಲ್ಯಾಬ್, ಟ್ರೆಂಟ್ ಮತ್ತು ಗ್ರಾಸಿಮ್ ಇಂಡಸ್ಟ್ರೀಸ್ ಸಂಸ್ಥೆಯ ಷೇರುಗಳು ನಷ್ಟ ಕಂಡಿವೆ. bbox=[612, 2295, 763, 2413]
rice-sched-item: ■ ತುಲಾಭಾರ ಹಾಗೂ ಧಾರ್ಮಿಕ ಚಿಂತನ ಗೋಷ್ಠಿ, ಸೇರಿದಂತೆ ಬಳಗನೂರಿನಲ್ಲಿ ಶರಣರ ಅದ್ದೂರಿ ಜಾತ್ರಾ ಮಹೋತ್ಸವ ವಿಜೃಂಭಣೆಯಿಂದ ನಡೆಯಲಿದೆ. ಎಲ್ಲ ಸದ್ಭಕ್ತರು ಜಾತ್ರಾ ಮಹೋತ್ಸವಕ್ಕೆ ಆಗಮಿಸಿ ಶರಣರ ಕೃಪೆಗೆ ಪಾತ್ರರಾಗಬೇಕೆಂದು ಕೇಳಿಕೊಂಡರು. bbox=[1264, 1463, 1489, 1545]
article-2-text-2: ಇವುಗಳೆಲ್ಲ ಪುರುಷರಿಂದ ಮಹಿಳೆಯರು, ವೃತ್ತಿ ನಿರತ ಶ್ರಮಜೀವಿಗಳು, ಬಡವರು, ದೀನ ದಲಿತರು ನಿರ್ಗತಿಕರು-ಹಕ್ಕುಗಳಿಂದ ಅಸಹಾಯಕರು ಬದುಕಿಗೆ ತುತ್ತಾಗಿದ್ದರು. ಸರ್ವರಿಗೂ ಸಮಪಾಲು -ಸಮಬಾಳು ಒದಗಿಸಲು ಬಸವ-ಮಾಚಿದೇವಾದಿ ಶರಣರು ಸಾಮಾಜಿಕ ಕ್ರಾಂತಿಯನ್ನೇ ಕೈಗೊಂಡರು. bbox=[17, 1200, 228, 1314]
rice-sched-item: ■ ಲಕ್ಷ ದೀಪೋತ್ಸವ bbox=[1264, 1353, 1339, 1368]
editorial-line: ಆಗ ನಮ್ಮೆಲ್ಲರ ಕನಸಿನ ಸಮ ಸಮಾಜದ ಕನಸು ಸಾಧ್ಯವಾಗಬಹುದು. bbox=[1158, 687, 1432, 703]
sched-text: ಶರಣಶ್ರೀ ಪ್ರಶಸ್ತಿ ಪ್ರದಾನ bbox=[1278, 1445, 1366, 1459]
editorial-line: ಆಮೇಲೆ ಬೇರೆಯವರ ಬಗ್ಗೆ ಮಾತನಾಡಿ.! bbox=[499, 620, 667, 637]
rent-house-illustration bbox=[257, 1524, 458, 1732]
